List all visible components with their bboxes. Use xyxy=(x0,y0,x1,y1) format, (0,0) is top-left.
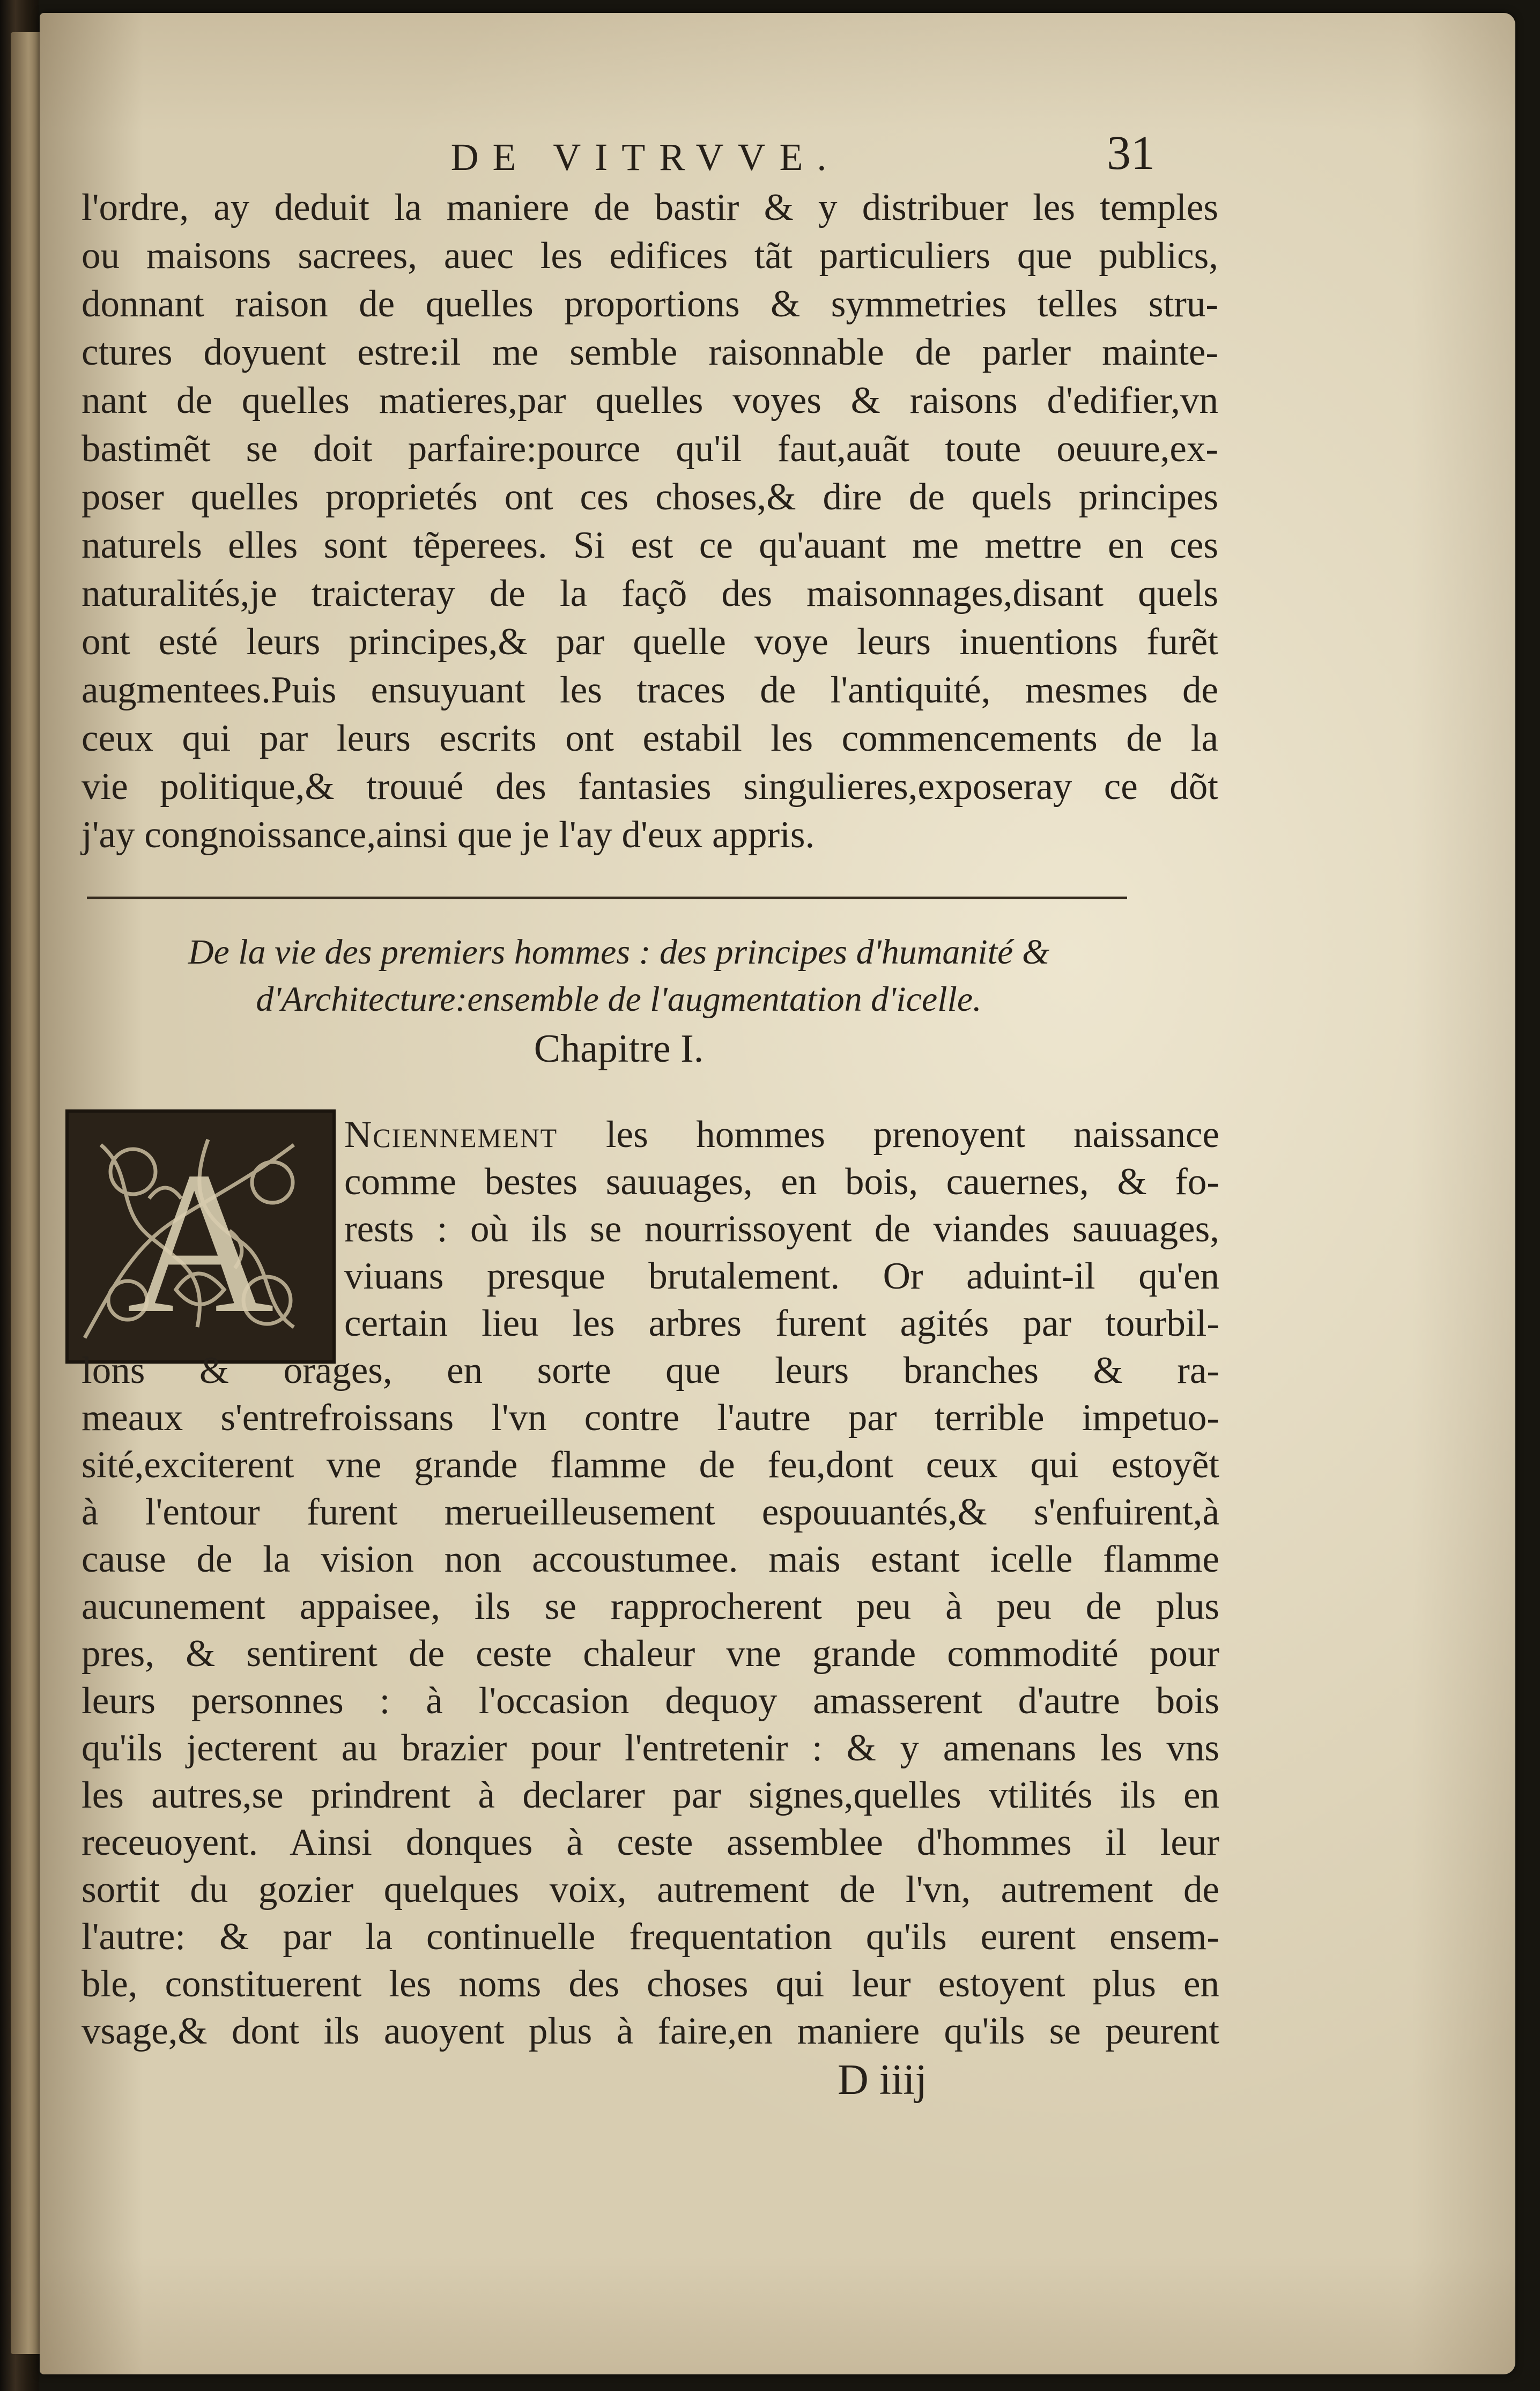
body-paragraph xyxy=(82,1111,1219,2055)
chapter-title-line-2: d'Architecture:ensemble de l'augmentation d'icelle. xyxy=(256,980,982,1019)
text-line xyxy=(344,1111,1219,1158)
text-line: lons & orages, en sorte que leurs branches & ra- xyxy=(82,1350,1219,1391)
text-line: meaux s'entrefroissans l'vn contre l'autre par terrible impetuo- xyxy=(82,1397,1219,1439)
text-line: nant de quelles matieres,par quelles voyes & raisons d'edifier,vn xyxy=(82,380,1218,421)
text-line: pres, & sentirent de ceste chaleur vne grande commodité pour xyxy=(82,1633,1219,1675)
facing-page-edge xyxy=(11,32,43,2354)
text-line: ou maisons sacrees, auec les edifices tãt particuliers que publics, xyxy=(82,235,1218,277)
intro-paragraph xyxy=(82,183,1218,859)
text-line: bastimẽt se doit parfaire:pource qu'il faut,auãt toute oeuure,ex- xyxy=(82,428,1218,470)
text-line: ctures doyuent estre:il me semble raisonnable de parler mainte- xyxy=(82,331,1218,373)
text-line: l'autre: & par la continuelle frequentation qu'ils eurent ensem- xyxy=(82,1916,1219,1958)
chapter-heading xyxy=(109,929,1128,1075)
text-line: comme bestes sauuages, en bois, cauernes, & fo- xyxy=(344,1161,1219,1203)
text-line: à l'entour furent merueilleusement espouuantés,& s'enfuirent,à xyxy=(82,1491,1219,1533)
text-line: rests : où ils se nourrissoyent de viandes sauuages, xyxy=(344,1208,1219,1250)
text-line: viuans presque brutalement. Or aduint-il qu'en xyxy=(344,1255,1219,1297)
running-head: DE VITRVVE. xyxy=(450,136,841,179)
text-line: ceux qui par leurs escrits ont estabil les commencements de la xyxy=(82,717,1218,759)
page-text-block xyxy=(40,13,1515,2374)
text-line: ble, constituerent les noms des choses qui leur estoyent plus en xyxy=(82,1963,1219,2005)
text-line: naturels elles sont tẽperees. Si est ce qu'auant me mettre en ces xyxy=(82,524,1218,566)
text-line: cause de la vision non accoustumee. mais estant icelle flamme xyxy=(82,1538,1219,1580)
text-line: vie politique,& trouué des fantasies singulieres,exposeray ce dõt xyxy=(82,766,1218,808)
page-number: 31 xyxy=(1107,127,1155,180)
signature-mark: D iiij xyxy=(838,2056,927,2104)
text-line: qu'ils jecterent au brazier pour l'entretenir : & y amenans les vns xyxy=(82,1727,1219,1769)
text-line: donnant raison de quelles proportions & symmetries telles stru- xyxy=(82,283,1218,325)
text-line: leurs personnes : à l'occasion dequoy amasserent d'autre bois xyxy=(82,1680,1219,1722)
text-line: vsage,& dont ils auoyent plus à faire,en maniere qu'ils se peurent xyxy=(82,2010,1219,2052)
text-line: sortit du gozier quelques voix, autrement de l'vn, autrement de xyxy=(82,1869,1219,1911)
chapter-title-line-1: De la vie des premiers hommes : des principes d'humanité & xyxy=(188,932,1050,972)
text-line: augmentees.Puis ensuyuant les traces de l'antiquité, mesmes de xyxy=(82,669,1218,711)
text-line: sité,exciterent vne grande flamme de feu,dont ceux qui estoyẽt xyxy=(82,1444,1219,1486)
section-divider-rule xyxy=(87,897,1127,899)
text-line: certain lieu les arbres furent agités par tourbil- xyxy=(344,1302,1219,1344)
text-line: ont esté leurs principes,& par quelle voye leurs inuentions furẽt xyxy=(82,621,1218,663)
text-line: j'ay congnoissance,ainsi que je l'ay d'eux appris. xyxy=(82,814,815,856)
chapter-number: Chapitre I. xyxy=(534,1027,704,1071)
first-word: Nciennement xyxy=(344,1114,558,1156)
text-line: poser quelles proprietés ont ces choses,& dire de quels principes xyxy=(82,476,1218,518)
text-line: receuoyent. Ainsi donques à ceste assemblee d'hommes il leur xyxy=(82,1822,1219,1863)
book-page xyxy=(40,13,1515,2374)
text-line: les autres,se prindrent à declarer par signes,quelles vtilités ils en xyxy=(82,1774,1219,1816)
text-line: naturalités,je traicteray de la façõ des maisonnages,disant quels xyxy=(82,573,1218,615)
first-line-rest: les hommes prenoyent naissance xyxy=(605,1114,1219,1156)
text-line: aucunement appaisee, ils se rapprocherent peu à peu de plus xyxy=(82,1586,1219,1627)
text-line: l'ordre, ay deduit la maniere de bastir & y distribuer les temples xyxy=(82,187,1218,228)
drop-cap-letter: A xyxy=(127,1130,275,1356)
